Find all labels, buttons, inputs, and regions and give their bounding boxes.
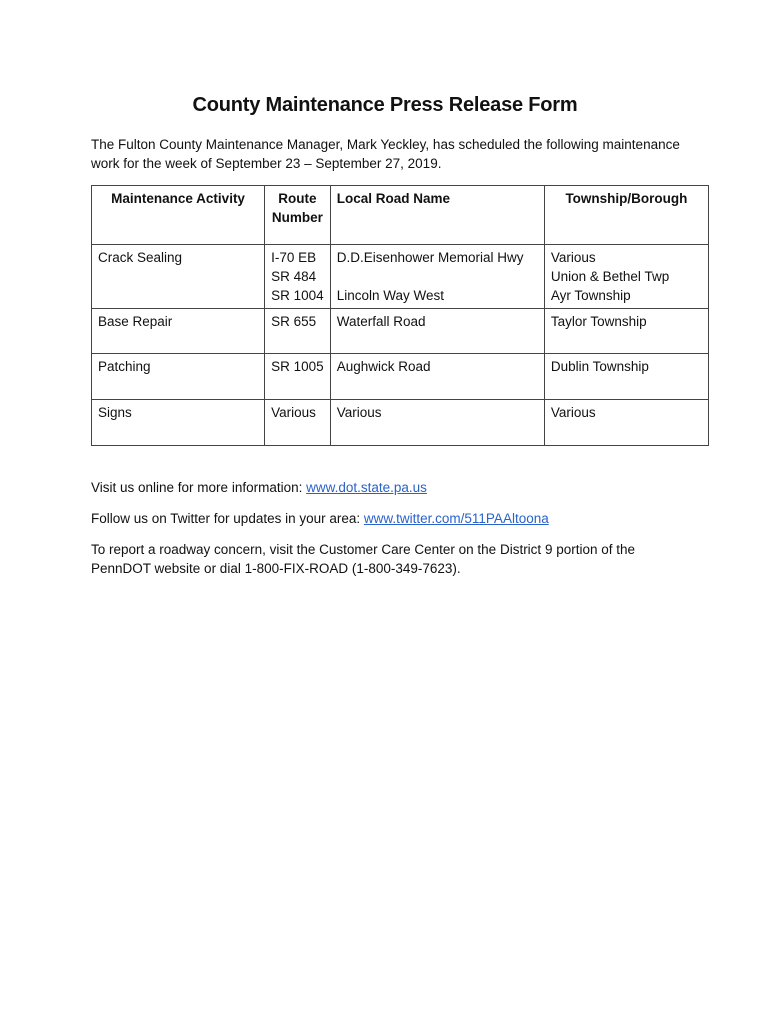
report-concern-paragraph: To report a roadway concern, visit the Customer Care Center on the District 9 portion of the PennDOT website or dial 1-800-FIX-ROAD (1-800-349-7623). [91,542,636,576]
cell-township: Dublin Township [544,354,708,400]
route-value: SR 1004 [271,288,324,303]
township-value: Union & Bethel Twp [550,269,670,284]
cell-township: Taylor Township [544,309,708,354]
cell-road [330,245,544,309]
header-route-line2: Number [271,210,323,225]
road-value-empty [337,267,538,286]
cell-route: SR 655 [265,309,331,354]
cell-road: Aughwick Road [330,354,544,400]
online-info-text: Visit us online for more information: [91,480,307,495]
page-title: County Maintenance Press Release Form [192,94,578,116]
intro-paragraph: The Fulton County Maintenance Manager, Mark Yeckley, has scheduled the following maintenance work for the week of September 23 – September 27, 2019. [91,137,680,171]
maintenance-table [91,185,709,446]
route-value: I-70 EB [271,250,317,265]
cell-route [265,245,331,309]
cell-township: Various [544,400,708,446]
cell-activity: Base Repair [92,309,265,354]
header-route-line1: Route [278,191,317,206]
cell-activity: Signs [92,400,265,446]
header-township-borough: Township/Borough [544,186,708,245]
table-row [92,245,709,309]
table-row [92,354,709,400]
cell-township [544,245,708,309]
route-value: SR 484 [271,269,317,284]
cell-activity: Patching [92,354,265,400]
website-link[interactable]: www.dot.state.pa.us [306,480,427,495]
table-header-row [92,186,709,245]
twitter-link[interactable]: www.twitter.com/511PAAltoona [363,511,549,526]
township-value: Various [550,250,596,265]
cell-road: Waterfall Road [330,309,544,354]
cell-route: SR 1005 [265,354,331,400]
twitter-info-line [91,509,691,528]
cell-route: Various [265,400,331,446]
road-value: Lincoln Way West [336,288,445,303]
header-maintenance-activity: Maintenance Activity [92,186,265,245]
online-info-line [91,478,691,497]
table-row [92,309,709,354]
cell-road: Various [330,400,544,446]
road-value: D.D.Eisenhower Memorial Hwy [336,250,524,265]
township-value: Ayr Township [550,288,631,303]
table-row [92,400,709,446]
header-route-number [265,186,331,245]
twitter-info-text: Follow us on Twitter for updates in your area: [91,511,364,526]
cell-activity: Crack Sealing [92,245,265,309]
header-local-road-name: Local Road Name [330,186,544,245]
